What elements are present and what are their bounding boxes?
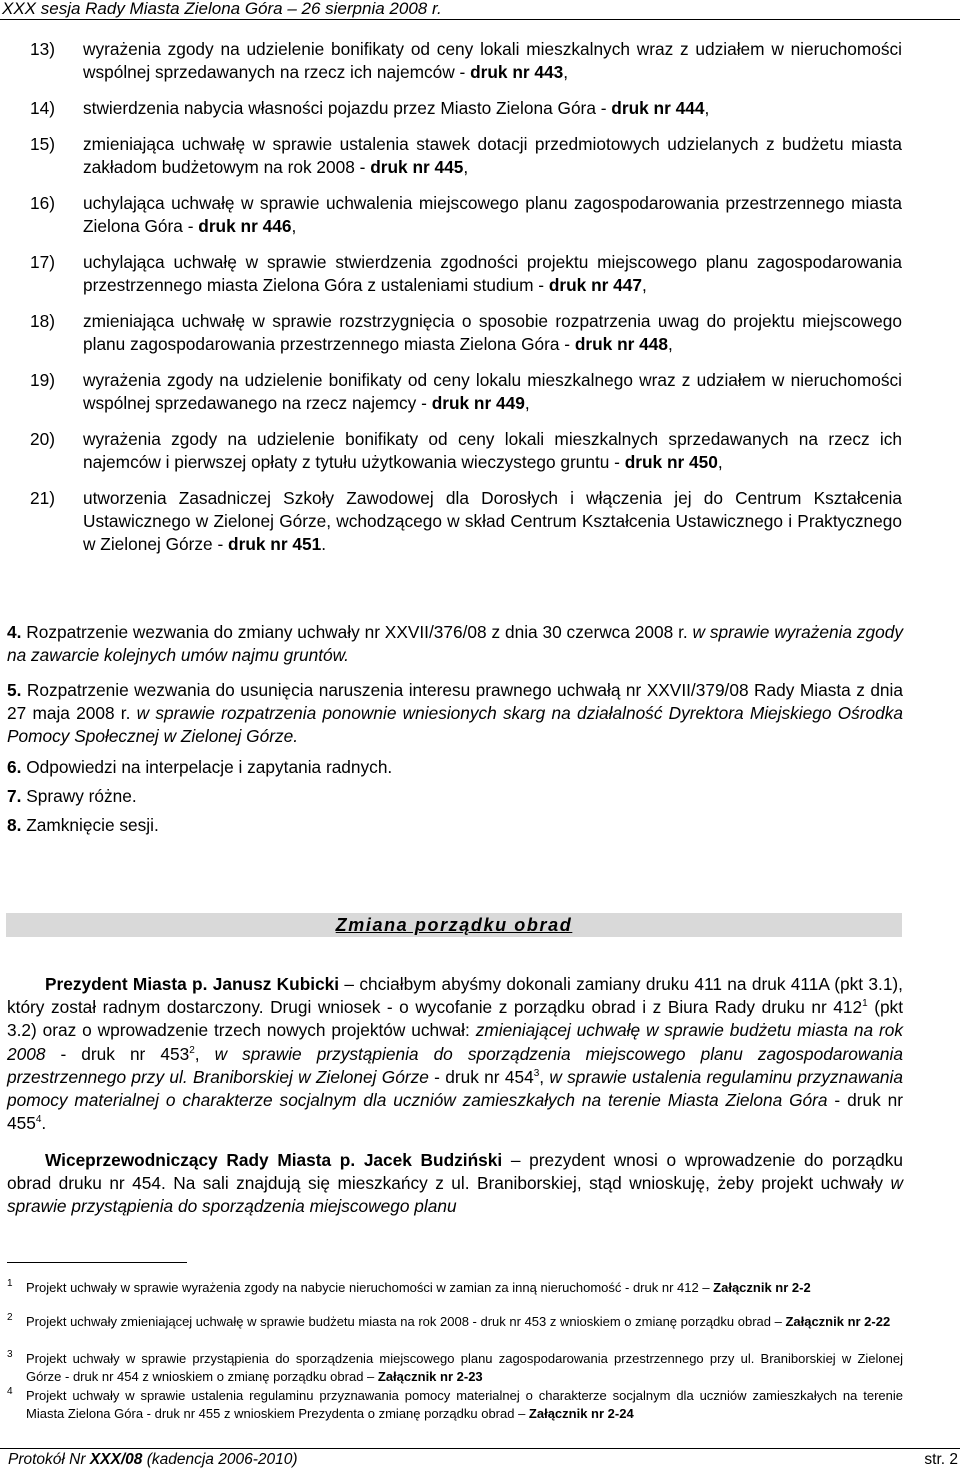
footnote-mark: 1 (7, 1278, 13, 1289)
section-italic: w sprawie wyrażenia zgody na zawarcie kolejnych umów najmu gruntów. (7, 622, 903, 666)
footnote-text: Projekt uchwały zmieniającej uchwałę w sprawie budżetu miasta na rok 2008 - druk nr 453 z wnioskiem o zmianę porządku obrad – (26, 1314, 786, 1329)
speaker-name: Wiceprzewodniczący Rady Miasta p. Jacek Budziński (45, 1150, 503, 1170)
section-text: Zamknięcie sesji. (21, 815, 159, 835)
item-text (83, 487, 902, 557)
footnote-text: Projekt uchwały w sprawie ustalenia regulaminu przyznawania pomocy materialnej o charakterze socjalnym dla uczniów zamieszkałych na terenie Miasta Zielona Góra - druk nr 455 z wnioskiem Prezydenta o zmianę porządku obrad – (26, 1388, 903, 1421)
item-number: 17) (30, 251, 55, 272)
item-tail: , (704, 98, 710, 118)
list-item (30, 310, 902, 356)
item-text (83, 192, 902, 238)
header-title: XXX sesja Rady Miasta Zielona Góra – 26 sierpnia 2008 r. (2, 0, 442, 18)
section-banner (6, 913, 902, 937)
agenda-list (30, 38, 902, 569)
item-body: zmieniająca uchwałę w sprawie ustalenia stawek dotacji przedmiotowych udzielanych z budżetu miasta zakładom budżetowym na rok 2008 - (83, 133, 902, 177)
item-body: wyrażenia zgody na udzielenie bonifikaty od ceny lokalu mieszkalnego wraz z udziałem w nieruchomości wspólnej sprzedawanego na rzecz najemcy - (83, 369, 902, 413)
footnote-ref: 4 (35, 1114, 42, 1126)
section-number: 4. (7, 622, 22, 642)
para-text: – prezydent wnosi o wprowadzenie do porządku obrad druku nr 454. Na sali znajdują się mieszkańcy z ul. Braniborskiej, stąd wnioskuję, żeby projekt uchwały (7, 1150, 903, 1194)
item-body: uchylająca uchwałę w sprawie stwierdzenia zgodności projektu miejscowego planu zagospodarowania przestrzennego miasta Zielona Góra z ustaleniami studium - (83, 251, 902, 295)
item-text (83, 369, 902, 415)
para-italic: w sprawie ustalenia regulaminu przyznawania pomocy materialnej o charakterze socjalnym dla uczniów zamieszkałych na terenie Miasta Zielona Góra (7, 1066, 903, 1111)
page-header (0, 0, 960, 20)
list-item (30, 133, 902, 179)
footnote-mark: 4 (7, 1386, 13, 1397)
item-text (83, 251, 902, 297)
item-number: 16) (30, 192, 55, 213)
section-6 (7, 756, 903, 779)
footnote-mark: 2 (7, 1312, 13, 1323)
footnote-text: Projekt uchwały w sprawie wyrażenia zgody na nabycie nieruchomości w zamian za inną nieruchomość - druk nr 412 – (26, 1280, 714, 1295)
item-number: 14) (30, 98, 55, 118)
item-druk: druk nr 447 (548, 275, 643, 295)
para-text: , (539, 1066, 550, 1087)
footnote (7, 1279, 903, 1297)
section-text: Sprawy różne. (21, 786, 137, 806)
section-7 (7, 785, 903, 808)
item-text (83, 428, 902, 474)
item-tail: . (321, 534, 327, 555)
list-item (30, 428, 902, 474)
para-italic: zmieniającej uchwałę w sprawie budżetu miasta na rok 2008 (7, 1020, 903, 1064)
footnote (7, 1350, 903, 1385)
section-number: 6. (7, 757, 22, 777)
item-body: zmieniająca uchwałę w sprawie rozstrzygnięcia o sposobie rozpatrzenia uwag do projektu miejscowego planu zagospodarowania przestrzennego miasta Zielona Góra - (83, 310, 902, 354)
item-text (83, 97, 902, 120)
footnote-ref: 1 (862, 998, 868, 1010)
list-item (30, 38, 902, 84)
section-number: 5. (7, 680, 22, 700)
item-druk: druk nr 446 (198, 216, 292, 236)
item-number: 20) (30, 428, 55, 449)
footnote-attachment: Załącznik nr 2-2 (713, 1280, 811, 1295)
para-text: – chciałbym abyśmy dokonali zamiany druku 411 na druk 411A (pkt 3.1), który został radnym dostarczony. Drugi wniosek - o wycofanie z porządku obrad i z Biura Rady druku nr 412 (7, 974, 903, 1018)
item-body: utworzenia Zasadniczej Szkoły Zawodowej dla Dorosłych i włączenia jej do Centrum Kształcenia Ustawicznego w Zielonej Górze, wchodzącego w skład Centrum Kształcenia Ustawicznego i Praktycznego w Zielonej Górze - (83, 487, 902, 555)
footnote-ref: 2 (189, 1044, 195, 1056)
section-text: Rozpatrzenie wezwania do zmiany uchwały nr XXVII/376/08 z dnia 30 czerwca 2008 r. (21, 622, 693, 642)
footnote-ref: 3 (533, 1068, 540, 1080)
item-druk: druk nr 448 (574, 334, 669, 354)
section-text: Rozpatrzenie wezwania do usunięcia naruszenia interesu prawnego uchwałą nr XXVII/379/08 Rady Miasta z dnia 27 maja 2008 r. (7, 680, 903, 724)
section-8 (7, 814, 903, 837)
item-druk: druk nr 443 (470, 62, 564, 83)
para-text: . (41, 1113, 47, 1134)
item-tail: , (642, 275, 647, 295)
para-text: - druk nr 455 (7, 1090, 903, 1134)
footnote (7, 1387, 903, 1422)
item-tail: , (524, 393, 530, 413)
para-italic: w sprawie przystąpienia do sporządzenia miejscowego planu zagospodarowania przestrzennego przy ul. Braniborskiej w Zielonej Górze (7, 1043, 903, 1087)
list-item (30, 192, 902, 238)
item-body: wyrażenia zgody na udzielenie bonifikaty od ceny lokali mieszkalnych sprzedawanych na rzecz ich najemców i pierwszej opłaty z tytułu użytkowania wieczystego gruntu - (83, 428, 902, 472)
item-druk: druk nr 450 (624, 452, 718, 472)
section-number: 8. (7, 815, 22, 835)
item-druk: druk nr 444 (611, 98, 705, 118)
item-tail: , (291, 216, 297, 236)
section-4 (7, 621, 903, 667)
item-tail: , (717, 452, 723, 472)
list-item (30, 487, 902, 557)
footnote-attachment: Załącznik nr 2-23 (377, 1368, 483, 1384)
footnote-attachment: Załącznik nr 2-22 (785, 1314, 891, 1329)
para-text: , (194, 1043, 215, 1064)
para-text: - druk nr 454 (428, 1066, 534, 1087)
item-body: wyrażenia zgody na udzielenie bonifikaty od ceny lokali mieszkalnych wraz z udziałem w nieruchomości wspólnej sprzedawanych na rzecz ich najemców - (83, 39, 902, 83)
footnote (7, 1313, 903, 1331)
item-druk: druk nr 445 (370, 157, 464, 177)
speaker-name: Prezydent Miasta p. Janusz Kubicki (45, 974, 340, 994)
paragraph-president (7, 973, 903, 1135)
footnote-mark: 3 (7, 1349, 13, 1360)
item-body: uchylająca uchwałę w sprawie uchwalenia miejscowego planu zagospodarowania przestrzennego miasta Zielona Góra - (83, 192, 902, 236)
item-number: 21) (30, 487, 55, 508)
item-text (83, 310, 902, 356)
item-text: wyrażenia zgody na udzielenie bonifikaty od ceny lokali mieszkalnych wraz z udziałem w nieruchomości wspólnej sprzedawanych na rzecz ich najemców - druk nr 443, (83, 39, 902, 83)
list-item (30, 369, 902, 415)
footnote-text: Projekt uchwały w sprawie przystąpienia do sporządzenia miejscowego planu zagospodarowania przestrzennego przy ul. Braniborskiej w Zielonej Górze - druk nr 454 z wnioskiem o zmianę porządku obrad – (26, 1351, 903, 1384)
footer-protocol (8, 1450, 298, 1470)
para-italic: w sprawie przystąpienia do sporządzenia miejscowego planu (7, 1173, 903, 1217)
item-number: 13) (30, 39, 55, 59)
item-text (83, 133, 902, 179)
banner-title: Zmiana porządku obrad (335, 915, 573, 935)
item-number: 19) (30, 369, 55, 390)
footer-text: Protokół Nr (8, 1451, 90, 1468)
page-number: str. 2 (924, 1451, 958, 1468)
item-tail: , (463, 157, 469, 177)
section-text: Odpowiedzi na interpelacje i zapytania radnych. (21, 757, 393, 777)
item-number: 18) (30, 310, 55, 331)
footnote-divider (7, 1262, 187, 1263)
footnote-attachment: Załącznik nr 2-24 (528, 1405, 634, 1421)
footer-text: (kadencja 2006-2010) (142, 1451, 298, 1468)
item-druk: druk nr 449 (431, 393, 525, 413)
section-italic: w sprawie rozpatrzenia ponownie wniesionych skarg na działalność Dyrektora Miejskiego Ośrodka Pomocy Społecznej w Zielonej Górze. (7, 703, 903, 747)
section-5 (7, 679, 903, 749)
para-text: (pkt 3.2) oraz o wprowadzenie trzech nowych projektów uchwał: (7, 997, 904, 1041)
section-number: 7. (7, 786, 22, 806)
page-footer (0, 1448, 960, 1470)
list-item (30, 97, 902, 120)
item-tail: , (668, 334, 673, 354)
list-item (30, 251, 902, 297)
item-body: stwierdzenia nabycia własności pojazdu przez Miasto Zielona Góra - (83, 98, 612, 118)
item-number: 15) (30, 133, 55, 154)
para-text: - druk nr 453 (45, 1043, 190, 1064)
footer-number: XXX/08 (89, 1451, 143, 1468)
paragraph-vice-chair (7, 1149, 903, 1219)
item-druk: druk nr 451 (228, 534, 322, 555)
